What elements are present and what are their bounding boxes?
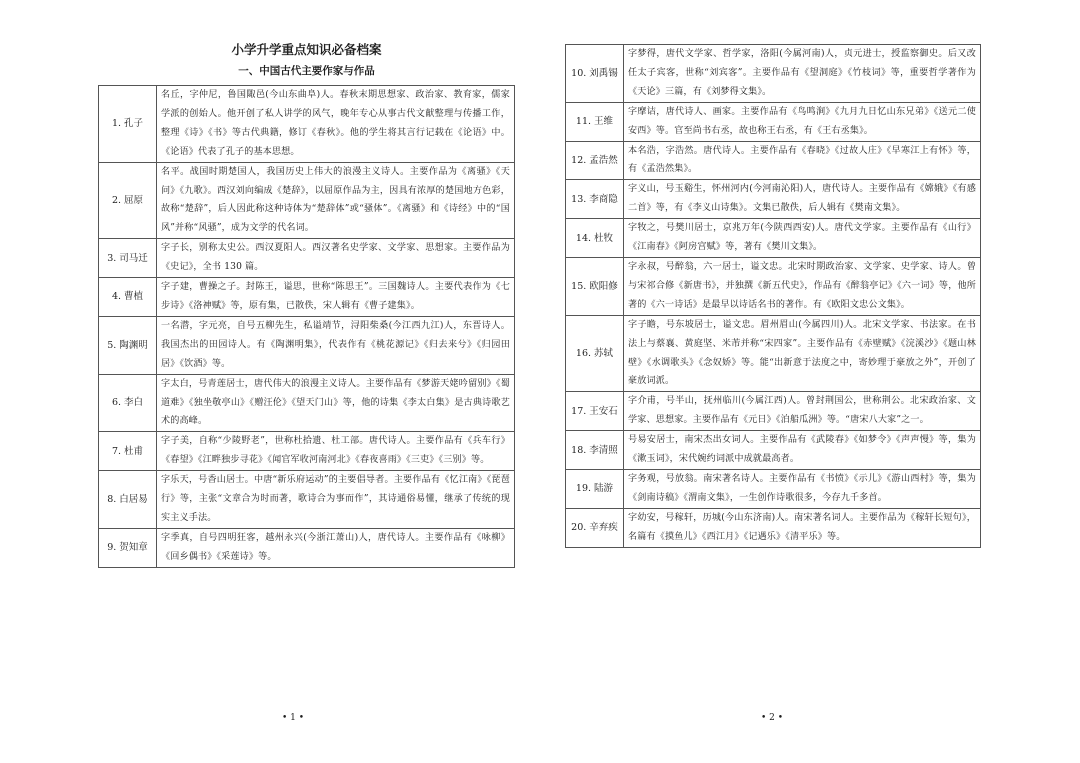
author-name: 1. 孔子 — [99, 86, 157, 163]
author-description: 字太白，号青莲居士，唐代伟大的浪漫主义诗人。主要作品有《梦游天姥吟留别》《蜀道难》《独坐敬亭山》《赠汪伦》《望天门山》等，他的诗集《李太白集》是古典诗歌艺术的高峰。 — [157, 374, 515, 432]
author-description: 字幼安，号稼轩，历城(今山东济南)人。南宋著名词人。主要作品为《稼轩长短句》，名篇有《摸鱼儿》《西江月》《记遇乐》《清平乐》等。 — [624, 508, 981, 547]
author-name: 8. 白居易 — [99, 471, 157, 529]
author-row — [566, 469, 981, 508]
author-row — [99, 471, 515, 529]
author-row — [566, 257, 981, 315]
author-description: 字子建，曹操之子。封陈王，谥思，世称“陈思王”。三国魏诗人。主要代表作为《七步诗》《洛神赋》等，原有集，已散佚，宋人辑有《曹子建集》。 — [157, 278, 515, 317]
author-row — [99, 239, 515, 278]
author-row — [566, 508, 981, 547]
author-description: 字子长，别称太史公。西汉夏阳人。西汉著名史学家、文学家、思想家。主要作品为《史记》，全书 130 篇。 — [157, 239, 515, 278]
author-row — [99, 374, 515, 432]
author-name: 18. 李清照 — [566, 431, 624, 470]
author-row — [566, 431, 981, 470]
author-description: 名丘，字仲尼，鲁国陬邑(今山东曲阜)人。春秋末期思想家、政治家、教育家，儒家学派的创始人。他开创了私人讲学的风气，晚年专心从事古代文献整理与传播工作，整理《诗》《书》等古代典籍，修订《春秋》。他的学生将其言行记载在《论语》中。《论语》代表了孔子的基本思想。 — [157, 86, 515, 163]
author-name: 12. 孟浩然 — [566, 141, 624, 180]
author-name: 2. 屈原 — [99, 162, 157, 239]
author-description: 字子美，自称“少陵野老”，世称杜拾遗、杜工部。唐代诗人。主要作品有《兵车行》《春望》《江畔独步寻花》《闻官军收河南河北》《春夜喜雨》《三吏》《三别》等。 — [157, 432, 515, 471]
author-name: 4. 曹植 — [99, 278, 157, 317]
author-description: 字子瞻，号东坡居士，谥文忠。眉州眉山(今属四川)人。北宋文学家、书法家。在书法上与蔡襄、黄庭坚、米芾并称“宋四家”。主要作品有《赤壁赋》《浣溪沙》《题山林壁》《水调歌头》《念奴娇》等。能“出新意于法度之中，寄妙理于豪放之外”，开创了豪放词派。 — [624, 315, 981, 392]
author-description: 字永叔，号醉翁，六一居士，谥文忠。北宋时期政治家、文学家、史学家、诗人。曾与宋祁合修《新唐书》，并独撰《新五代史》，作品有《醉翁亭记》《六一词》等，他所著的《六一诗话》是最早以诗话名书的著作。有《欧阳文忠公文集》。 — [624, 257, 981, 315]
authors-table-left — [98, 85, 515, 568]
author-description: 本名浩，字浩然。唐代诗人。主要作品有《春晓》《过故人庄》《早寒江上有怀》等，有《孟浩然集》。 — [624, 141, 981, 180]
authors-table-right — [565, 44, 981, 548]
author-description: 字摩诘，唐代诗人、画家。主要作品有《鸟鸣涧》《九月九日忆山东兄弟》《送元二使安西》等。官至尚书右丞，故也称王右丞，有《王右丞集》。 — [624, 102, 981, 141]
author-description: 字牧之，号樊川居士，京兆万年(今陕西西安)人。唐代文学家。主要作品有《山行》《江南春》《阿房宫赋》等，著有《樊川文集》。 — [624, 219, 981, 258]
author-row — [566, 102, 981, 141]
author-name: 20. 辛弃疾 — [566, 508, 624, 547]
author-row — [99, 278, 515, 317]
author-name: 11. 王维 — [566, 102, 624, 141]
author-name: 10. 刘禹锡 — [566, 45, 624, 103]
author-name: 13. 李商隐 — [566, 180, 624, 219]
author-row — [566, 392, 981, 431]
author-description: 字义山，号玉谿生，怀州河内(今河南沁阳)人，唐代诗人。主要作品有《嫦娥》《有感二首》等，有《李义山诗集》。文集已散佚，后人辑有《樊南文集》。 — [624, 180, 981, 219]
author-row — [99, 528, 515, 567]
author-description: 名平。战国时期楚国人，我国历史上伟大的浪漫主义诗人。主要作品为《离骚》《天问》《九歌》。西汉刘向编成《楚辞》，以屈原作品为主，因具有浓厚的楚国地方色彩，故称“楚辞”，后人因此称这种诗体为“楚辞体”或“骚体”。《离骚》和《诗经》中的“国风”并称“风骚”，成为文学的代名词。 — [157, 162, 515, 239]
author-name: 17. 王安石 — [566, 392, 624, 431]
author-name: 5. 陶渊明 — [99, 316, 157, 374]
author-row — [99, 316, 515, 374]
author-name: 15. 欧阳修 — [566, 257, 624, 315]
author-description: 字梦得，唐代文学家、哲学家，洛阳(今属河南)人，贞元进士，授监察御史。后又改任太子宾客，世称“刘宾客”。主要作品有《望洞庭》《竹枝词》等，重要哲学著作为《天论》三篇，有《刘梦得文集》。 — [624, 45, 981, 103]
right-page — [565, 0, 981, 548]
author-row — [566, 141, 981, 180]
author-row — [99, 432, 515, 471]
author-row — [99, 162, 515, 239]
author-row — [566, 315, 981, 392]
author-name: 6. 李白 — [99, 374, 157, 432]
author-name: 14. 杜牧 — [566, 219, 624, 258]
author-row — [566, 45, 981, 103]
page-number-left: • 1 • — [281, 713, 305, 723]
author-description: 字务观，号放翁。南宋著名诗人。主要作品有《书愤》《示儿》《游山西村》等，集为《剑南诗稿》《渭南文集》，一生创作诗歌很多，今存九千多首。 — [624, 469, 981, 508]
author-name: 19. 陆游 — [566, 469, 624, 508]
author-description: 字季真，自号四明狂客，越州永兴(今浙江萧山)人，唐代诗人。主要作品有《咏柳》《回乡偶书》《采莲诗》等。 — [157, 528, 515, 567]
author-name: 3. 司马迁 — [99, 239, 157, 278]
author-name: 16. 苏轼 — [566, 315, 624, 392]
document-title: 小学升学重点知识必备档案 — [231, 42, 382, 57]
author-description: 一名潜，字元亮，自号五柳先生，私谥靖节，浔阳柴桑(今江西九江)人，东晋诗人。我国杰出的田园诗人。有《陶渊明集》，代表作有《桃花源记》《归去来兮》《归园田居》《饮酒》等。 — [157, 316, 515, 374]
author-row — [566, 219, 981, 258]
author-description: 字乐天，号香山居士。中唐“新乐府运动”的主要倡导者。主要作品有《忆江南》《琵琶行》等，主张“文章合为时而著，歌诗合为事而作”，其诗通俗易懂，继承了传统的现实主义手法。 — [157, 471, 515, 529]
left-page — [98, 0, 515, 568]
author-row — [99, 86, 515, 163]
section-title: 一、中国古代主要作家与作品 — [238, 65, 375, 77]
page-number-right: • 2 • — [760, 713, 784, 723]
author-description: 字介甫，号半山，抚州临川(今属江西)人。曾封荆国公，世称荆公。北宋政治家、文学家、思想家。主要作品有《元日》《泊船瓜洲》等。“唐宋八大家”之一。 — [624, 392, 981, 431]
author-row — [566, 180, 981, 219]
author-name: 7. 杜甫 — [99, 432, 157, 471]
author-name: 9. 贺知章 — [99, 528, 157, 567]
author-description: 号易安居士，南宋杰出女词人。主要作品有《武陵春》《如梦令》《声声慢》等，集为《漱玉词》，宋代婉约词派中成就最高者。 — [624, 431, 981, 470]
